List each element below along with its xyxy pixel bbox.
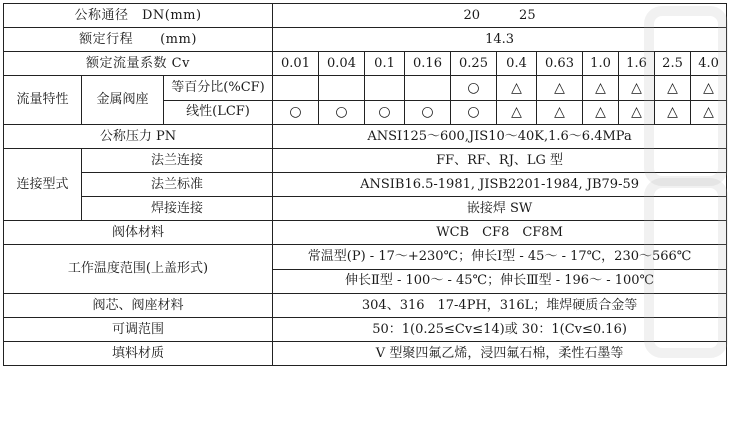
weld-connection-value: 嵌接焊 SW bbox=[273, 197, 727, 221]
cv-value: 0.25 bbox=[451, 52, 497, 76]
equal-percent-label: 等百分比(%CF) bbox=[164, 76, 273, 101]
flange-connection-value: FF、RF、RJ、LG 型 bbox=[273, 149, 727, 173]
linear-mark: △ bbox=[537, 100, 583, 125]
range-label: 可调范围 bbox=[4, 318, 273, 342]
equal-percent-mark bbox=[319, 76, 365, 101]
linear-mark: △ bbox=[655, 100, 691, 125]
range-value: 50：1(0.25≤Cv≤14)或 30：1(Cv≤0.16) bbox=[273, 318, 727, 342]
cv-value: 0.4 bbox=[497, 52, 537, 76]
cv-value: 0.16 bbox=[405, 52, 451, 76]
equal-percent-mark: ○ bbox=[451, 76, 497, 101]
weld-connection-label: 焊接连接 bbox=[82, 197, 273, 221]
metal-seat-label: 金属阀座 bbox=[82, 76, 164, 125]
linear-mark: ○ bbox=[365, 100, 405, 125]
row-pressure bbox=[4, 125, 727, 149]
temperature-line-1: 常温型(P) - 17～+230℃；伸长Ⅰ型 - 45～ - 17℃，230～566℃ bbox=[273, 245, 727, 270]
equal-percent-mark: △ bbox=[583, 76, 619, 101]
equal-percent-mark bbox=[365, 76, 405, 101]
linear-mark: ○ bbox=[451, 100, 497, 125]
equal-percent-mark: △ bbox=[655, 76, 691, 101]
linear-mark: ○ bbox=[405, 100, 451, 125]
cv-value: 0.01 bbox=[273, 52, 319, 76]
cv-value: 0.1 bbox=[365, 52, 405, 76]
row-trim-material bbox=[4, 294, 727, 318]
flange-standard-label: 法兰标准 bbox=[82, 173, 273, 197]
equal-percent-mark bbox=[273, 76, 319, 101]
equal-percent-mark: △ bbox=[691, 76, 727, 101]
linear-mark: ○ bbox=[319, 100, 365, 125]
flange-standard-value: ANSIB16.5-1981, JISB2201-1984, JB79-59 bbox=[273, 173, 727, 197]
valve-spec-table bbox=[3, 3, 727, 366]
linear-mark: △ bbox=[497, 100, 537, 125]
trim-material-value: 304、316 17-4PH，316L；堆焊硬质合金等 bbox=[273, 294, 727, 318]
linear-mark: ○ bbox=[273, 100, 319, 125]
row-equal-percent bbox=[4, 76, 727, 101]
cv-value: 1.0 bbox=[583, 52, 619, 76]
body-material-label: 阀体材料 bbox=[4, 221, 273, 245]
row-flange-standard bbox=[4, 173, 727, 197]
linear-mark: △ bbox=[619, 100, 655, 125]
nominal-diameter-value: 20 25 bbox=[273, 4, 727, 28]
row-body-material bbox=[4, 221, 727, 245]
rated-stroke-label: 额定行程 (mm) bbox=[4, 28, 273, 52]
row-cv bbox=[4, 52, 727, 76]
equal-percent-mark: △ bbox=[619, 76, 655, 101]
pressure-value: ANSI125～600,JIS10～40K,1.6～6.4MPa bbox=[273, 125, 727, 149]
equal-percent-mark: △ bbox=[537, 76, 583, 101]
row-temperature-1 bbox=[4, 245, 727, 270]
cv-value: 2.5 bbox=[655, 52, 691, 76]
row-flange-connection bbox=[4, 149, 727, 173]
flange-connection-label: 法兰连接 bbox=[82, 149, 273, 173]
flow-characteristic-label: 流量特性 bbox=[4, 76, 82, 125]
equal-percent-mark bbox=[405, 76, 451, 101]
cv-value: 0.04 bbox=[319, 52, 365, 76]
temperature-line-2: 伸长Ⅱ型 - 100～ - 45℃；伸长Ⅲ型 - 196～ - 100℃ bbox=[273, 269, 727, 294]
row-packing bbox=[4, 342, 727, 366]
nominal-diameter-label: 公称通径 DN(mm) bbox=[4, 4, 273, 28]
row-range bbox=[4, 318, 727, 342]
cv-label: 额定流量系数 Cv bbox=[4, 52, 273, 76]
spec-table-container bbox=[3, 3, 727, 366]
row-weld-connection bbox=[4, 197, 727, 221]
cv-value: 0.63 bbox=[537, 52, 583, 76]
linear-label: 线性(LCF) bbox=[164, 100, 273, 125]
equal-percent-mark: △ bbox=[497, 76, 537, 101]
connection-type-label: 连接型式 bbox=[4, 149, 82, 221]
cv-value: 1.6 bbox=[619, 52, 655, 76]
linear-mark: △ bbox=[583, 100, 619, 125]
row-rated-stroke bbox=[4, 28, 727, 52]
row-nominal-diameter bbox=[4, 4, 727, 28]
pressure-label: 公称压力 PN bbox=[4, 125, 273, 149]
rated-stroke-value: 14.3 bbox=[273, 28, 727, 52]
packing-label: 填料材质 bbox=[4, 342, 273, 366]
trim-material-label: 阀芯、阀座材料 bbox=[4, 294, 273, 318]
temperature-label: 工作温度范围(上盖形式) bbox=[4, 245, 273, 294]
body-material-value: WCB CF8 CF8M bbox=[273, 221, 727, 245]
linear-mark: △ bbox=[691, 100, 727, 125]
cv-value: 4.0 bbox=[691, 52, 727, 76]
packing-value: V 型聚四氟乙烯，浸四氟石棉，柔性石墨等 bbox=[273, 342, 727, 366]
